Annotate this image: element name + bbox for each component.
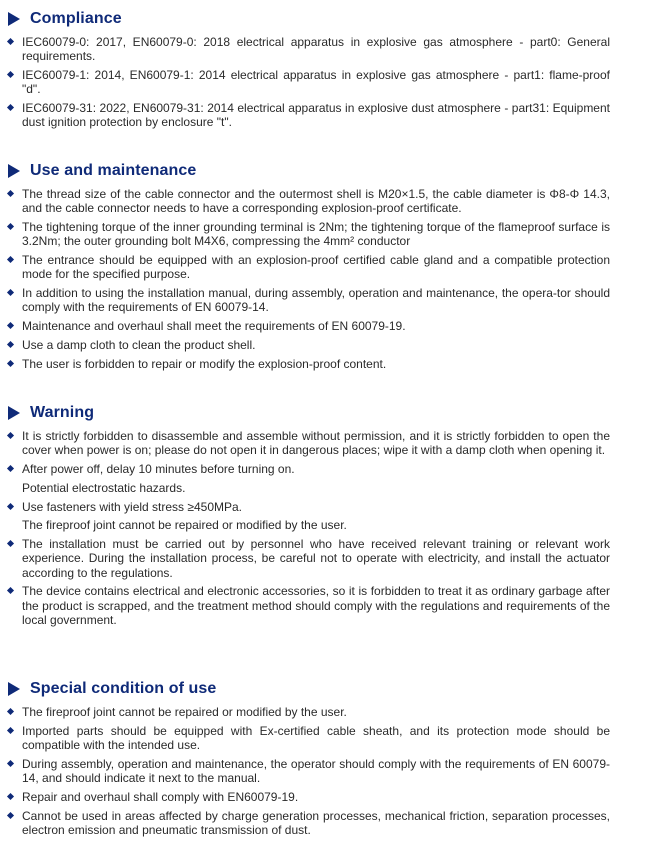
warning-list bbox=[0, 429, 648, 627]
list-item: Potential electrostatic hazards. bbox=[22, 480, 186, 495]
special-condition-list bbox=[0, 705, 648, 837]
special-condition-title: Special condition of use bbox=[30, 680, 217, 697]
list-item: The device contains electrical and electronic accessories, so it is forbidden to treat it as ordinary garbage after the product is scrapped, and the treatment method should comply with the regulations and requirements of the local government. bbox=[0, 584, 648, 627]
use-maintenance-heading bbox=[8, 159, 648, 183]
list-item: The user is forbidden to repair or modify the explosion-proof content. bbox=[0, 357, 648, 371]
list-item: Use fasteners with yield stress ≥450MPa. bbox=[0, 500, 648, 514]
list-item: IEC60079-31: 2022, EN60079-31: 2014 electrical apparatus in explosive dust atmosphere - part31: Equipment dust ignition protection by enclosure "t". bbox=[0, 101, 648, 129]
compliance-title: Compliance bbox=[30, 10, 122, 27]
special-condition-heading bbox=[8, 677, 648, 701]
list-item: IEC60079-0: 2017, EN60079-0: 2018 electrical apparatus in explosive gas atmosphere - part0: General requirements. bbox=[0, 35, 648, 63]
list-item: The thread size of the cable connector and the outermost shell is M20×1.5, the cable diameter is Φ8-Φ 14.3, and the cable connector needs to have a corresponding explosion-proof certificate. bbox=[0, 187, 648, 215]
list-item: Use a damp cloth to clean the product shell. bbox=[0, 338, 648, 352]
special-condition-section bbox=[0, 677, 648, 842]
triangle-marker-icon bbox=[8, 682, 20, 696]
list-item: The entrance should be equipped with an explosion-proof certified cable gland and a compatible protection mode for the specified purpose. bbox=[0, 253, 648, 281]
compliance-section bbox=[0, 7, 648, 134]
warning-title: Warning bbox=[30, 404, 95, 421]
list-item: After power off, delay 10 minutes before turning on. bbox=[0, 462, 648, 476]
list-item: Imported parts should be equipped with Ex-certified cable sheath, and its protection mode should be compatible with the intended use. bbox=[0, 724, 648, 752]
use-maintenance-title: Use and maintenance bbox=[30, 162, 197, 179]
list-item: IEC60079-1: 2014, EN60079-1: 2014 electrical apparatus in explosive gas atmosphere - part1: flame-proof "d". bbox=[0, 68, 648, 96]
triangle-marker-icon bbox=[8, 406, 20, 420]
compliance-list bbox=[0, 35, 648, 129]
use-maintenance-section bbox=[0, 159, 648, 375]
triangle-marker-icon bbox=[8, 12, 20, 26]
list-item: Repair and overhaul shall comply with EN60079-19. bbox=[0, 790, 648, 804]
use-maintenance-list bbox=[0, 187, 648, 371]
list-item: The installation must be carried out by personnel who have received relevant training or relevant work experience. During the installation process, be careful not to operate with electricity, and install the actuator according to the regulations. bbox=[0, 537, 648, 580]
triangle-marker-icon bbox=[8, 164, 20, 178]
list-item: Cannot be used in areas affected by charge generation processes, mechanical friction, separation processes, electron emission and pneumatic transmission of dust. bbox=[0, 809, 648, 837]
list-item: During assembly, operation and maintenance, the operator should comply with the requirements of EN 60079-14, and should indicate it next to the manual. bbox=[0, 757, 648, 785]
list-item: The fireproof joint cannot be repaired or modified by the user. bbox=[22, 518, 347, 533]
warning-section bbox=[0, 401, 648, 632]
compliance-heading bbox=[8, 7, 648, 31]
warning-heading bbox=[8, 401, 648, 425]
list-item: The tightening torque of the inner grounding terminal is 2Nm; the tightening torque of the flameproof surface is 3.2Nm; the outer grounding bolt M4X6, compressing the 4mm² conductor bbox=[0, 220, 648, 248]
list-item: The fireproof joint cannot be repaired or modified by the user. bbox=[0, 705, 648, 719]
list-item: Maintenance and overhaul shall meet the requirements of EN 60079-19. bbox=[0, 319, 648, 333]
list-item: In addition to using the installation manual, during assembly, operation and maintenance, the opera-tor should comply with the requirements of EN 60079-14. bbox=[0, 286, 648, 314]
list-item: It is strictly forbidden to disassemble and assemble without permission, and it is strictly forbidden to open the cover when power is on; please do not open it in dangerous places; wipe it with a damp cloth when opening it. bbox=[0, 429, 648, 457]
